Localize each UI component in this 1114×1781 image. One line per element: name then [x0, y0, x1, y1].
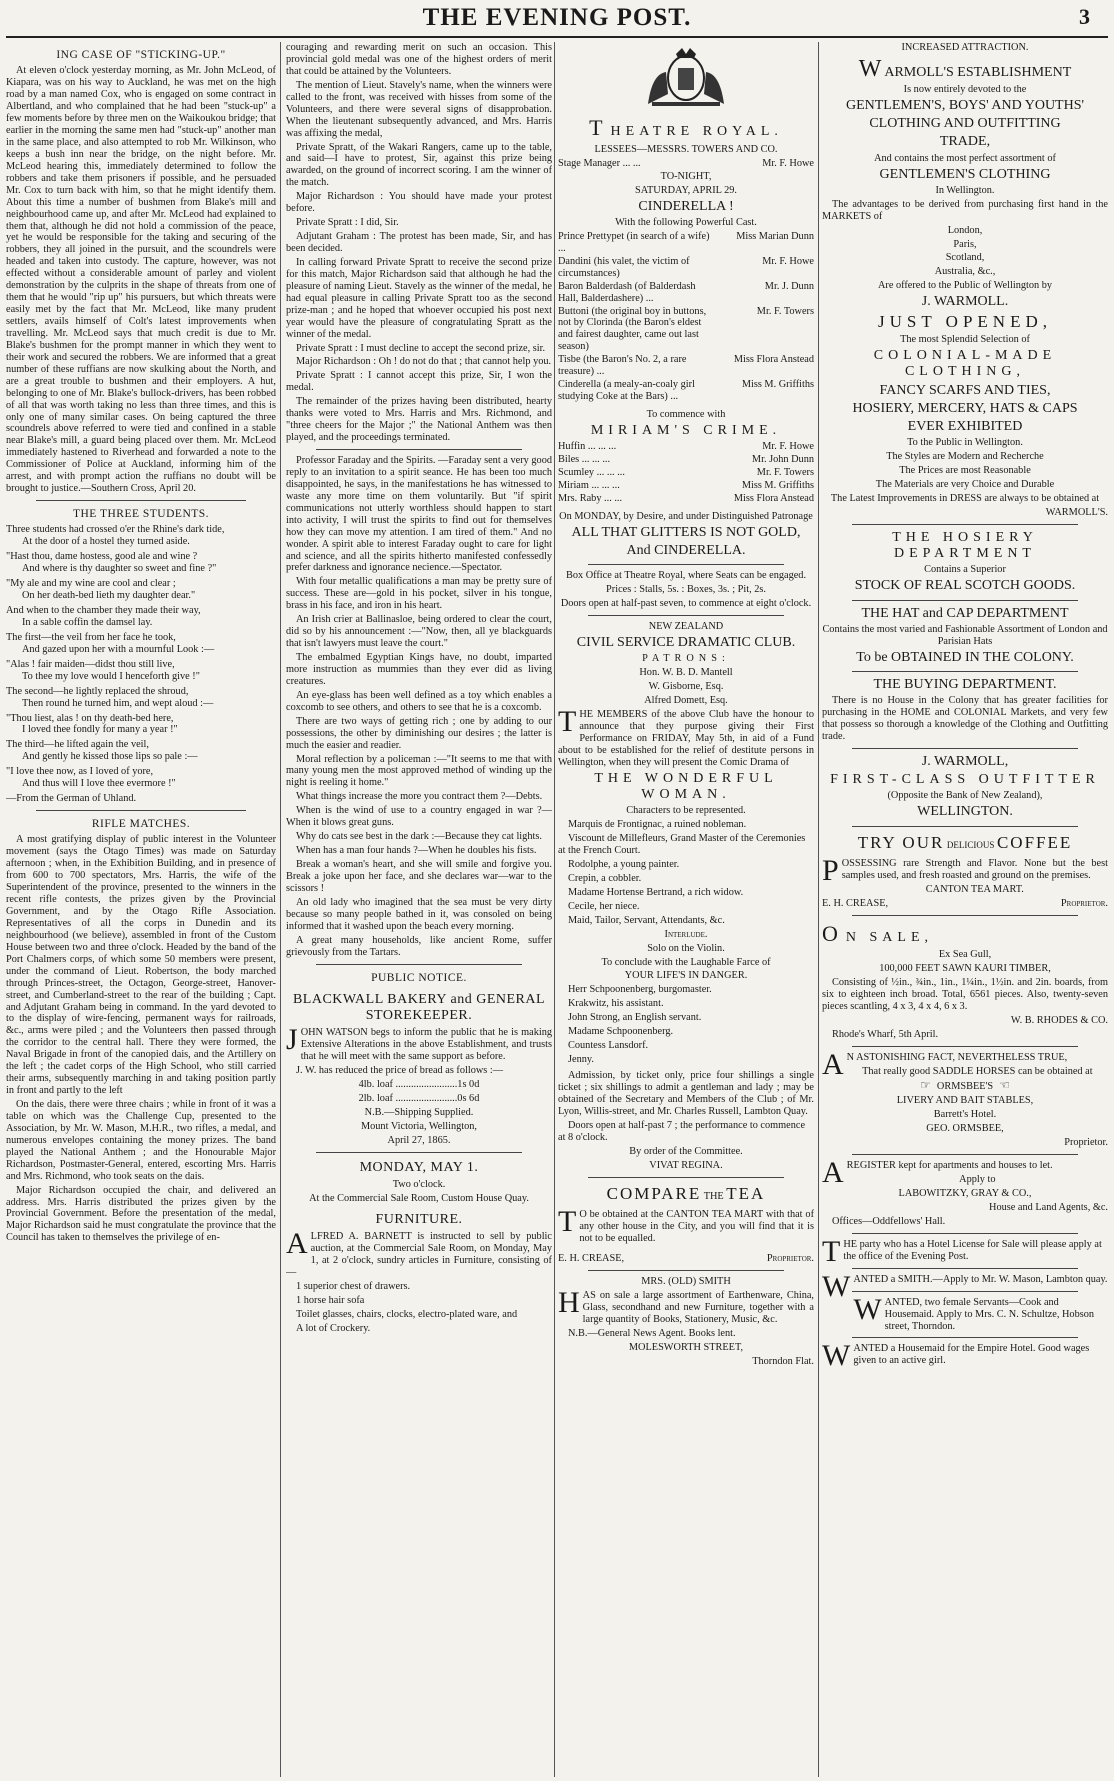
- farce-character: Jenny.: [568, 1054, 594, 1066]
- line: In Wellington.: [935, 184, 995, 196]
- city: Australia, &c.,: [934, 266, 996, 278]
- line: TRADE,: [939, 134, 991, 150]
- cast-row: Cinderella (a mealy-an-coaly girl studying Coke at the Bars) ... Miss M. Griffiths: [558, 379, 814, 403]
- three-students-heading: THE THREE STUDENTS.: [72, 508, 210, 521]
- divider: [852, 748, 1078, 749]
- paragraph: There are two ways of getting rich ; one by adding to our possessions, the other by diminishing our desires ; the latter is much the easier and readier.: [286, 715, 552, 751]
- column-divider: [554, 42, 555, 1777]
- furniture-item: A lot of Crockery.: [296, 1322, 371, 1334]
- character: Madame Hortense Bertrand, a rich widow.: [568, 886, 744, 898]
- farce-character: Herr Schpoonenberg, burgomaster.: [568, 984, 712, 996]
- rifle-continued: couraging and rewarding merit on such an occasion. This provincial gold medal was one of the highest orders of merit that could be attained by the Volunteers.: [286, 42, 552, 77]
- line: Is now entirely devoted to the: [903, 83, 1027, 95]
- line: Consisting of ½in., ¾in., 1in., 1¼in., 1½in. and 2in. boards, from six to eighteen inch broad. Total, 6561 pieces. Also, twenty-seven pieces scantling, 4 x 3, 4 x 4, 6 x 3.: [822, 976, 1108, 1012]
- line: HOSIERY, MERCERY, HATS & CAPS: [852, 400, 1078, 416]
- poem-stanza: The third—he lifted again the veil, And gently he kissed those lips so pale :—: [6, 739, 198, 763]
- commercial-sale-room: At the Commercial Sale Room, Custom House Quay.: [309, 1192, 529, 1204]
- tonight: TO-NIGHT,: [660, 170, 712, 182]
- coffee-ad: POSSESSING rare Strength and Flavor. None but the best samples used, and fresh roasted and ground on the premises.: [822, 854, 1108, 888]
- divider: [852, 826, 1078, 827]
- poem-stanza: And when to the chamber they made their way, In a sable coffin the damsel lay.: [6, 605, 201, 628]
- watson-reduced: J. W. has reduced the price of bread as follows :—: [296, 1065, 504, 1077]
- warmoll-heading: WARMOLL'S ESTABLISHMENT: [858, 55, 1072, 82]
- dramatic-club-heading: CIVIL SERVICE DRAMATIC CLUB.: [576, 635, 796, 651]
- paragraph: In calling forward Private Spratt to receive the second prize for this match, Major Richardson said that although he had the pleasure of naming Lieut. Stavely as the winner of the medal, he had equal pleasure in calling Private Spratt too as the second prize-man ; and he hoped that whoever occupied his post next year would have the pleasure of congratulating Spratt as the winner of the medal.: [286, 256, 552, 340]
- by-order: By order of the Committee.: [629, 1145, 743, 1157]
- patron: Hon. W. B. D. Mantell: [639, 667, 733, 679]
- paragraph: The embalmed Egyptian Kings have, no doubt, imparted more instruction as mummies than they ever did as living creatures.: [286, 652, 552, 687]
- divider: [588, 1177, 784, 1178]
- column-4: [822, 42, 1108, 1777]
- line: Ex Sea Gull,: [938, 949, 992, 961]
- character: Rodolphe, a young painter.: [568, 858, 680, 870]
- furniture-item: 1 superior chest of drawers.: [296, 1280, 411, 1292]
- divider: [852, 915, 1078, 916]
- page-number: 3: [1079, 4, 1090, 29]
- nz-heading: NEW ZEALAND: [648, 621, 724, 633]
- stage-manager: Stage Manager ... ... Mr. F. Howe: [558, 157, 814, 169]
- farce-character: Countess Lansdorf.: [568, 1040, 649, 1052]
- character: Maid, Tailor, Servant, Attendants, &c.: [568, 914, 725, 926]
- cast-row: Scumley ... ... ... Mr. F. Towers: [558, 467, 814, 479]
- paragraph: An old lady who imagined that the sea must be very dirty because so many people bathed in it, was consoled on being informed that it washed upon the beach every morning.: [286, 896, 552, 932]
- divider: [852, 671, 1078, 672]
- farce-title: YOUR LIFE'S IN DANGER.: [624, 970, 748, 982]
- patron: Alfred Domett, Esq.: [644, 695, 728, 707]
- masthead-rule: [6, 36, 1108, 38]
- line: 100,000 FEET SAWN KAURI TIMBER,: [879, 962, 1051, 974]
- cast-row: Biles ... ... ... Mr. John Dunn: [558, 454, 814, 466]
- increased-attraction: INCREASED ATTRACTION.: [901, 42, 1029, 53]
- line: The most Splendid Selection of: [900, 334, 1030, 346]
- paragraph: A great many households, like ancient Rome, suffer grievously from the Tartars.: [286, 934, 552, 958]
- paragraph: Adjutant Graham : The protest has been made, Sir, and has been decided.: [286, 231, 552, 254]
- paragraph: Why do cats see best in the dark :—Because they cat lights.: [296, 831, 542, 843]
- barnett-notice: ALFRED A. BARNETT is instructed to sell by public auction, at the Commercial Sale Room, on Monday, May 1, at 2 o'clock, sundry articles in Furniture, consisting of—: [286, 1227, 552, 1278]
- just-opened: JUST OPENED,: [878, 312, 1052, 332]
- line: GENTLEMEN'S CLOTHING: [879, 166, 1051, 182]
- line: (Opposite the Bank of New Zealand),: [887, 790, 1043, 802]
- admission: Admission, by ticket only, price four shillings a single ticket ; six shillings to admit a gentleman and lady ; may be obtained of the Secretary and Members of the Club ; of Mr. Lyon, Willis-street, and Mr. Charles Russell, Lambton Quay.: [558, 1070, 814, 1117]
- divider: [852, 1154, 1078, 1155]
- poem-stanza: The second—he lightly replaced the shroud, Then round he turned him, and wept aloud :—: [6, 685, 214, 709]
- interlude: Interlude.: [664, 928, 708, 940]
- line: The Latest Improvements in DRESS are always to be obtained at: [830, 493, 1100, 505]
- divider: [316, 1152, 522, 1153]
- line: Apply to: [959, 1174, 996, 1186]
- cast-row: Buttoni (the original boy in buttons, not by Clorinda (the Baron's eldest and fairest daughter, came out last season) Mr. F. Towers: [558, 305, 814, 353]
- poem-stanza: "Alas ! fair maiden—didst thou still live, To thee my love would I henceforth give !": [6, 658, 200, 682]
- crease-signature: E. H. CREASE, Proprietor.: [822, 898, 1108, 910]
- paragraph: The mention of Lieut. Stavely's name, when the winners were called to the front, was received with hisses from some of the Volunteers, and there were several signs of disapprobation. When the lieutenant subsequently advanced, and Mrs. Harris was affixing the medal,: [286, 79, 552, 139]
- furniture-item: Toilet glasses, chairs, clocks, electro-plated ware, and: [296, 1308, 518, 1320]
- newspaper-title: THE EVENING POST.: [422, 4, 692, 31]
- conclude: To conclude with the Laughable Farce of: [601, 956, 771, 968]
- column-divider: [818, 42, 819, 1777]
- divider: [316, 449, 522, 450]
- line: LABOWITZKY, GRAY & CO.,: [898, 1188, 1032, 1200]
- line: GEO. ORMSBEE,: [926, 1123, 1004, 1135]
- line: W. B. RHODES & CO.: [1010, 1014, 1108, 1026]
- wanted-housemaid-ad: WANTED a Housemaid for the Empire Hotel. Good wages given to an active girl.: [822, 1339, 1090, 1373]
- line: EVER EXHIBITED: [907, 419, 1023, 435]
- line: The Materials are very Choice and Durable: [875, 479, 1055, 491]
- club-announcement: THE MEMBERS of the above Club have the honour to announce that they purpose giving their First Performance on FRIDAY, May 5th, in aid of a Fund about to be established for the relief of destitute persons in Wellington, when they will present the Comic Drama of: [558, 705, 814, 768]
- shipping-note: N.B.—Shipping Supplied.: [364, 1106, 474, 1118]
- divider: [316, 964, 522, 965]
- column-3: [558, 42, 814, 1777]
- on-sale-heading: O N SALE,: [822, 921, 934, 947]
- paragraph: An Irish crier at Ballinasloe, being ordered to clear the court, did so by his announcement :—"Now, then, all ye blackguards that isn't lawyers must leave the court.": [286, 614, 552, 650]
- poem-stanza: "Thou liest, alas ! on thy death-bed here, I loved thee fondly for many a year !": [6, 712, 178, 736]
- register-ad: AREGISTER kept for apartments and houses to let.: [822, 1156, 1053, 1190]
- farce-character: Krakwitz, his assistant.: [568, 998, 664, 1010]
- performance-date: SATURDAY, APRIL 29.: [634, 184, 738, 196]
- line: J. WARMOLL,: [921, 753, 1009, 769]
- smith-nb: N.B.—General News Agent. Books lent.: [568, 1327, 736, 1339]
- lessees: LESSEES—MESSRS. TOWERS AND CO.: [594, 144, 778, 155]
- coffee-heading: TRY OUR DELICIOUS COFFEE: [857, 832, 1073, 852]
- astonishing-ad: A N ASTONISHING FACT, NEVERTHELESS TRUE,: [822, 1047, 1068, 1081]
- crease-signature: E. H. CREASE, Proprietor.: [558, 1253, 814, 1265]
- column-1: [6, 42, 276, 1777]
- furniture-heading: FURNITURE.: [375, 1211, 463, 1227]
- commence: To commence with: [646, 409, 726, 421]
- line: GENTLEMEN'S, BOYS' AND YOUTHS': [845, 97, 1085, 113]
- bakery-heading: BLACKWALL BAKERY and GENERAL STOREKEEPER.: [292, 991, 546, 1024]
- character: Marquis de Frontignac, a ruined nobleman.: [568, 819, 747, 831]
- paragraph: The remainder of the prizes having been distributed, hearty thanks were voted to Mrs. Harris and Mrs. Richmond, and "three cheers for the Major ;" the National Anthem was then played, and the proceedings terminated.: [286, 396, 552, 444]
- furniture-item: 1 horse hair sofa: [296, 1294, 365, 1306]
- miriams-crime-heading: MIRIAM'S CRIME.: [590, 422, 782, 438]
- cast-row: Prince Prettypet (in search of a wife) ... Miss Marian Dunn: [558, 230, 814, 254]
- box-office: Box Office at Theatre Royal, where Seats can be engaged.: [565, 570, 807, 582]
- patrons-heading: PATRONS:: [642, 653, 730, 665]
- hotel-ad: THE party who has a Hotel License for Sale will please apply at the office of the Evening Post.: [822, 1234, 1102, 1268]
- compare-tea-heading: COMPARE THE TEA: [606, 1183, 766, 1203]
- paragraph: Break a woman's heart, and she will smile and forgive you. Break a joke upon her face, and she declares war—war to the scissors !: [286, 859, 552, 894]
- divider: [852, 1337, 1078, 1338]
- line: The advantages to be derived from purchasing first hand in the MARKETS of: [822, 198, 1108, 222]
- price-line: 2lb. loaf ........................0s 6d: [358, 1092, 480, 1104]
- doors-open: Doors open at half-past seven, to commence at eight o'clock.: [560, 598, 812, 610]
- wanted-servants-ad: WANTED, two female Servants—Cook and Housemaid. Apply to Mrs. C. N. Schultze, Hobson street, Thorndon.: [853, 1292, 1095, 1332]
- violin-solo: Solo on the Violin.: [647, 942, 725, 954]
- pointing-hand-icon: ☞: [920, 1078, 931, 1093]
- poem: [6, 524, 276, 790]
- cast-row: Dandini (his valet, the victim of circumstances) Mr. F. Howe: [558, 255, 814, 279]
- line: WELLINGTON.: [917, 804, 1013, 820]
- line: Proprietor.: [1064, 1137, 1108, 1149]
- line: FANCY SCARFS AND TIES,: [879, 382, 1051, 398]
- cast-row: Miriam ... ... ... Miss M. Griffiths: [558, 480, 814, 492]
- characters-heading: Characters to be represented.: [626, 805, 746, 817]
- farce-character: John Strong, an English servant.: [568, 1012, 702, 1024]
- paragraph: Private Spratt : I cannot accept this prize, Sir, I won the medal.: [286, 370, 552, 394]
- monday-time: Two o'clock.: [392, 1178, 446, 1190]
- cast-row: Mrs. Raby ... ... Miss Flora Anstead: [558, 492, 814, 504]
- theatre-royal-heading: THEATRE ROYAL.: [589, 115, 783, 140]
- cast-row: Tisbe (the Baron's No. 2, a rare treasure) ... Miss Flora Anstead: [558, 354, 814, 378]
- line: Are offered to the Public of Wellington by: [877, 280, 1053, 292]
- line: COLONIAL-MADE CLOTHING,: [873, 348, 1057, 380]
- paragraph: Private Spratt : I did, Sir.: [296, 217, 399, 229]
- divider: [588, 1270, 784, 1271]
- paragraph: Private Spratt : I must decline to accept the second prize, sir.: [296, 342, 546, 354]
- sticking-up-heading: ING CASE OF "STICKING-UP.": [56, 49, 226, 61]
- character: Crepin, a cobbler.: [568, 872, 642, 884]
- masthead: [0, 4, 1114, 34]
- line: And contains the most perfect assortment of: [874, 152, 1056, 164]
- rifle-matches-paragraph: Major Richardson occupied the chair, and delivered an address. Mrs. Harris distributed the prizes given by the Provincial Government. Before the presentation of the medal, Major Richardson said he must congratulate the province that the Council has taken to themselves the privilege of en-: [6, 1184, 276, 1244]
- bakery-date: April 27, 1865.: [387, 1134, 451, 1146]
- poem-stanza: The first—the veil from her face he took, And gazed upon her with a mournful Look :—: [6, 631, 215, 655]
- line: STOCK OF REAL SCOTCH GOODS.: [854, 578, 1076, 594]
- line: WARMOLL'S.: [1045, 507, 1108, 518]
- ticket-prices: Prices : Stalls, 5s. : Boxes, 3s. ; Pit, 2s.: [606, 584, 766, 596]
- royal-crest-icon: [638, 44, 734, 108]
- smith-street: MOLESWORTH STREET,: [628, 1341, 744, 1353]
- cast-row: Huffin ... ... ... Mr. F. Howe: [558, 441, 814, 453]
- glitters-title: ALL THAT GLITTERS IS NOT GOLD,: [571, 524, 801, 540]
- smith-ad: HAS on sale a large assortment of Earthenware, China, Glass, secondhand and new Furniture, together with a large quantity of Books, Stationery, Music, &c.: [558, 1285, 814, 1325]
- paragraph: With four metallic qualifications a man may be pretty sure of success. These are—gold in his pocket, silver in his tongue, brass in his face, and iron in his heart.: [286, 576, 552, 612]
- vivat-regina: VIVAT REGINA.: [649, 1159, 723, 1171]
- paragraph: Private Spratt, of the Wakari Rangers, came up to the table, and said—I have to protest, Sir, against this prize being awarded, on the ground of incorrect scoring. I am the winner of the match.: [286, 141, 552, 189]
- watson-notice: JOHN WATSON begs to inform the public that he is making Extensive Alterations in the above Establishment, and trusts that he will meet with the same support as before.: [286, 1023, 552, 1063]
- divider: [852, 1291, 1078, 1292]
- paragraph: Major Richardson : You should have made your protest before.: [286, 191, 552, 215]
- line: That really good SADDLE HORSES can be obtained at: [862, 1065, 1093, 1077]
- line: Barrett's Hotel.: [933, 1109, 997, 1121]
- rifle-matches-paragraph: A most gratifying display of public interest in the Volunteer movement (says the Otago Times) was made on Saturday afternoon ; when, in the Exhibition Building, and in presence of from 600 to 700 spectators, Mrs. Harris, the wife of the Superintendent of the province, presented to the winners in the recent rifle contests, the prizes given by the Provincial Government, and by the Otago Rifle Association. Representatives of all the corps in Dunedin and its neighbourhood (we believe), assembled in front of the Custom House between two and three o'clock. Headed by the band of the Port Chalmers corps, of which some 50 members were present, under the command of Lieut. Robertson, the body marched through Princes-street, the Octagon, George-street, Hanover-street, and Cumberland-street to the rear of the building ; Capt. and Adjutant Graham being in command. In the yard devoted to to the display of wire-fencing, permanent ways for railroads, &c., arms were piled ; and the Volunteers then passed through the corridor to the central hall. There they were formed, the Naval Brigade in front of the canopied dais, and the Artillery on the left ; the cadet corps of the High School, who still carried their arms, subsequently marching in and taking position partly in front and partly to the left: [6, 834, 276, 1097]
- doors-open-club: Doors open at half-past 7 ; the performance to commence at 8 o'clock.: [558, 1119, 806, 1143]
- line: House and Land Agents, &c.: [989, 1201, 1108, 1213]
- paragraph: When has a man four hands ?—When he doubles his fists.: [296, 845, 537, 857]
- sticking-up-article: At eleven o'clock yesterday morning, as Mr. John McLeod, of Kiapara, was on his way to Auckland, he was met on the high road by a man named Cox, who is engaged on some contract in Albertland, and who complained that he had been "stuck-up" a few moments before by three men on the Waikoukou bridge; that earlier in the morning the same men had "stuck-up" another man in the same place, and also attempted to rob Mr. Wilkinson, who keeps a bush inn near the bridge, on the night before. Mr. McLeod hearing this, immediately determined to follow the robbers and take them prisoners if possible, and he persuaded Mr. Cox to turn back with him, so that he might identify them. About this time a number of bushmen from Blake's mill and neighbourhood came up, and after Mr. McLeod had explained to them that, although he did not hold a commission of the peace, yet he would be responsible for the taking and securing of the robbers, they all joined in the pursuit, and the scoundrels were headed and taken into custody. The capture, however, was not effected without a considerable amount of parley and violent demonstration by the culprits in the shape of threats from one of them that he would "rip up" his pursuers, but which threats were easily met by the fact that Mr. McLeod, like many prudent settlers, avails himself of Colt's latest improvements when travelling. Mr. McLeod says that much credit is due to Mr. Blake's bushmen for the prompt manner in which they went to their work and secured the robbers. We are informed that a great number of these ruffians are now skulking about the North, and are a great trouble to bushmen and their employers. A hut, belonging to one of Mr. Blake's bullock-drivers, has been robbed of all that was worth taking no less than three times, and this is only one of many similar cases. On being captured the three scoundrels above referred to were tied and confined in a stable near Blake's mill, a guard being placed over them. Mr. McLeod immediately hastened to Riverhead and forwarded a note to the Commissioner of Police at Auckland, informing him of the arrest, and with prompt action the ruffians no doubt will be brought to justice.—Southern Cross, April 20.: [6, 65, 276, 495]
- wonderful-woman: THE WONDERFUL WOMAN.: [594, 770, 778, 802]
- poem-stanza: Three students had crossed o'er the Rhine's dark tide, At the door of a hostel they turned aside.: [6, 524, 225, 548]
- city: London,: [947, 224, 983, 236]
- city: Scotland,: [945, 252, 985, 264]
- divider: [852, 1268, 1078, 1269]
- paragraph: What things increase the more you contract them ?—Debts.: [296, 791, 543, 803]
- divider: [36, 500, 246, 501]
- ormsbee-line: ☞ ORMSBEE'S ☜: [920, 1078, 1010, 1093]
- smith-flat: Thorndon Flat.: [752, 1355, 814, 1367]
- price-line: 4lb. loaf ........................1s 0d: [358, 1079, 480, 1091]
- cast-row: Baron Balderdash (of Balderdash Hall, Balderdashere) ... Mr. J. Dunn: [558, 280, 814, 304]
- hat-department: THE HAT and CAP DEPARTMENT: [861, 605, 1069, 621]
- paragraph: An eye-glass has been well defined as a toy which enables a coxcomb to see others, and others to see that he is a coxcomb.: [286, 689, 552, 713]
- and-cinderella: And CINDERELLA.: [626, 543, 746, 559]
- patron: W. Gisborne, Esq.: [648, 681, 724, 693]
- poem-stanza: "Hast thou, dame hostess, good ale and wine ? And where is thy daughter so sweet and fine ?": [6, 551, 217, 575]
- paragraph: Major Richardson : Oh ! do not do that ; that cannot help you.: [296, 356, 552, 368]
- divider: [852, 600, 1078, 601]
- paragraph: When is the wind of use to a country engaged in war ?—When it blows great guns.: [286, 805, 552, 829]
- play-title: CINDERELLA !: [638, 198, 734, 214]
- poem-source: —From the German of Uhland.: [6, 793, 137, 805]
- poem-stanza: "My ale and my wine are cool and clear ; On her death-bed lieth my daughter dear.": [6, 578, 196, 602]
- line: To the Public in Wellington.: [907, 437, 1023, 449]
- divider: [36, 810, 246, 811]
- monday-notice: On MONDAY, by Desire, and under Distinguished Patronage: [559, 510, 813, 522]
- divider: [852, 1233, 1078, 1234]
- pointing-hand-icon: ☜: [999, 1078, 1010, 1093]
- faraday-paragraph: Professor Faraday and the Spirits. —Faraday sent a very good reply to an invitation to a spirit seance. He has been too much disappointed, he says, in the manifestations he has witnessed to waste any more time on them voluntarily. But "if spirit communications not utterly worthless should happen to start into activity, I will trust the spirits to find out for themselves how they can move my attention. I am tired of them." And no wonder. A spirit able to interest Faraday ought to care for light and science, and all the spirits hitherto manifested confessedly prefer darkness and ignorance necience.—Spectator.: [286, 455, 552, 574]
- city: Paris,: [953, 238, 977, 250]
- cast-intro: With the following Powerful Cast.: [615, 216, 757, 228]
- rifle-matches-paragraph: On the dais, there were three chairs ; while in front of it was a table on which was the Challenge Cup, presented to the Association, by Mr. W. Mason, M.H.R., two rifles, a medal, and numerous envelopes containing the money prizes. The band played the National Anthem ; and the Honourable Major Richardson, Postmaster-General, entered, escorting Mrs. Harris and Mrs. Richmond, who took seats on the dais.: [6, 1099, 276, 1182]
- line: There is no House in the Colony that has greater facilities for purchasing in the HOME and COLONIAL Markets, and very few that possess so thorough a knowledge of the Clothing and Outfitting trade.: [822, 695, 1108, 742]
- farce-character: Madame Schpoonenberg.: [568, 1026, 674, 1038]
- column-2: [286, 42, 552, 1777]
- line: Offices—Oddfellows' Hall.: [832, 1215, 946, 1227]
- poem-stanza: "I love thee now, as I loved of yore, And thus will I love thee evermore !": [6, 766, 176, 790]
- line: CLOTHING AND OUTFITTING: [869, 116, 1061, 132]
- bakery-address: Mount Victoria, Wellington,: [360, 1120, 477, 1132]
- monday-heading: MONDAY, MAY 1.: [359, 1159, 479, 1175]
- tea-ad: T O be obtained at the CANTON TEA MART with that of any other house in the City, and you will find that it is not to be equalled.: [558, 1205, 814, 1245]
- column-divider: [280, 42, 281, 1777]
- wanted-smith-ad: WANTED a SMITH.—Apply to Mr. W. Mason, Lambton quay.: [822, 1269, 1108, 1303]
- line: LIVERY AND BAIT STABLES,: [896, 1095, 1034, 1107]
- divider: [852, 1046, 1078, 1047]
- character: Cecile, her niece.: [568, 900, 640, 912]
- divider: [588, 615, 784, 616]
- rifle-matches-heading: RIFLE MATCHES.: [91, 818, 191, 831]
- paragraph: Moral reflection by a policeman :—"It seems to me that with many young men the most approved method of winding up the night is reeling it home.": [286, 753, 552, 789]
- divider: [588, 564, 784, 565]
- line: Rhode's Wharf, 5th April.: [832, 1028, 939, 1040]
- hosiery-department: THE HOSIERY DEPARTMENT: [892, 529, 1038, 562]
- line: Contains the most varied and Fashionable Assortment of London and Parisian Hats: [822, 623, 1108, 647]
- divider: [852, 524, 1078, 525]
- buying-department: THE BUYING DEPARTMENT.: [873, 676, 1057, 692]
- line: The Prices are most Reasonable: [899, 465, 1031, 477]
- line: The Styles are Modern and Recherche: [886, 451, 1044, 463]
- line: CANTON TEA MART.: [925, 884, 1024, 896]
- public-notice-heading: PUBLIC NOTICE.: [371, 971, 467, 984]
- character: Viscount de Millefleurs, Grand Master of the Ceremonies at the French Court.: [558, 833, 806, 857]
- smith-heading: MRS. (OLD) SMITH: [641, 1275, 731, 1287]
- line: J. WARMOLL.: [921, 294, 1009, 310]
- line: Contains a Superior: [924, 564, 1006, 576]
- line: To be OBTAINED IN THE COLONY.: [856, 649, 1074, 665]
- line: FIRST-CLASS OUTFITTER: [830, 772, 1100, 788]
